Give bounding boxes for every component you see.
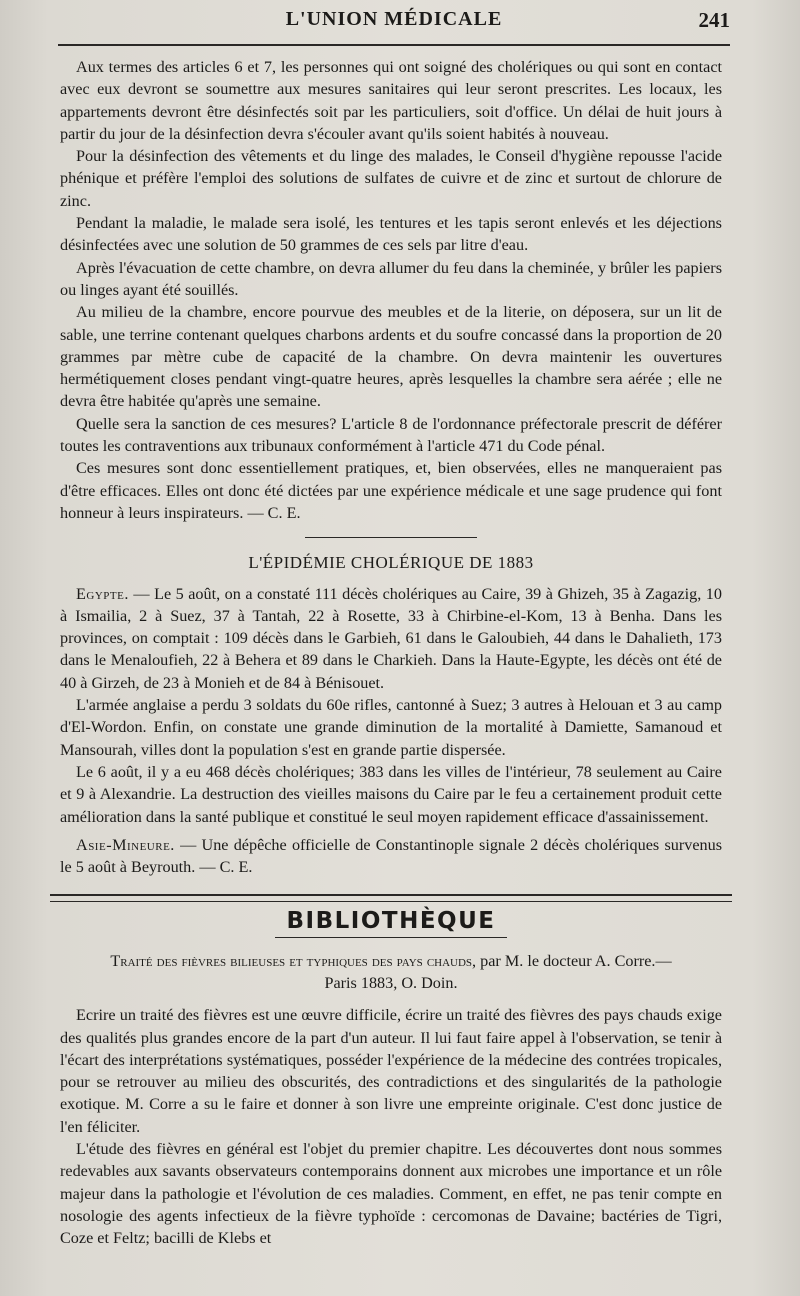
book-title: Traité des fièvres bilieuses et typhiques des pays chauds, xyxy=(110,951,477,970)
article-body xyxy=(60,56,722,1250)
asia-paragraph xyxy=(60,834,722,879)
egypt-paragraph xyxy=(60,583,722,694)
section-separator xyxy=(305,537,477,538)
bibliotheque-title: BIBLIOTHÈQUE xyxy=(286,908,496,935)
paragraph: Quelle sera la sanction de ces mesures? L'article 8 de l'ordonnance préfectorale prescrit de déférer toutes les contraventions aux tribunaux conformément à l'article 471 du Code pénal. xyxy=(60,414,722,456)
review-paragraph: Ecrire un traité des fièvres est une œuvre difficile, écrire un traité des fièvres des pays chauds exige des qualités plus grandes encore de la part d'un auteur. Il lui faut faire appel à l'observation, se tenir à l'écart des interprétations systématiques, posséder l'expérience de la médecine des contrées tropicales, pour se retrouver au milieu des obscurités, des contradictions et des singularités de la pathologie exotique. M. Corre a su le faire et donner à son livre une empreinte originale. C'est donc justice de l'en féliciter. xyxy=(60,1006,722,1136)
egypt-label: Egypte. xyxy=(76,584,129,603)
page-header xyxy=(58,8,730,38)
paragraph: Pour la désinfection des vêtements et du linge des malades, le Conseil d'hygiène repousse l'acide phénique et préfère l'emploi des solutions de sulfates de cuivre et de zinc et surtout de chlorure de zinc. xyxy=(60,147,722,210)
page-number: 241 xyxy=(698,8,730,32)
paragraph: Au milieu de la chambre, encore pourvue des meubles et de la literie, on déposera, sur un lit de sable, une terrine contenant quelques charbons ardents et du soufre concassé dans la proportion de 20 grammes par mètre cube de capacité de la chambre. On devra maintenir les ouvertures hermétiquement closes pendant vingt-quatre heures, après lesquelles la chambre sera aérée ; elle ne devra être habitée qu'après une semaine. xyxy=(60,303,722,411)
army-paragraph: L'armée anglaise a perdu 3 soldats du 60e rifles, cantonné à Suez; 3 autres à Helouan et 3 au camp d'El-Wordon. Enfin, on constate une grande diminution de la mortalité à Damiette, Samanoud et Mansourah, villes dont la population s'est en grande partie dispersée. xyxy=(60,696,722,759)
double-rule xyxy=(50,894,732,902)
book-publisher: Paris 1883, O. Doin. xyxy=(324,973,458,992)
egypt-text: — Le 5 août, on a constaté 111 décès cholériques au Caire, 39 à Ghizeh, 35 à Zagazig, 10 à Ismailia, 2 à Suez, 37 à Tantah, 22 à Rosette, 33 à Chirbine-el-Kom, 13 à Benha. Dans les provinces, on comptait : 109 décès dans le Garbieh, 61 dans le Galoubieh, 44 dans le Dahalieth, 173 dans le Menaloufieh, 22 à Behera et 89 dans le Charkieh. Dans la Haute-Egypte, les décès ont été de 40 à Girzeh, de 23 à Monieh et de 84 à Bénisouet. xyxy=(60,584,722,692)
paragraph: Après l'évacuation de cette chambre, on devra allumer du feu dans la cheminée, y brûler les papiers ou linges ayant été souillés. xyxy=(60,258,722,299)
header-rule xyxy=(58,44,730,46)
paragraph: Pendant la maladie, le malade sera isolé, les tentures et les tapis seront enlevés et les déjections désinfectées avec une solution de 50 grammes de ces sels par litre d'eau. xyxy=(60,214,722,255)
review-paragraph: L'étude des fièvres en général est l'objet du premier chapitre. Les découvertes dont nous sommes redevables aux savants observateurs contemporains donnent aux microbes une importance et un rôle majeur dans la pathologie et l'évolution de ces maladies. Comment, en effet, ne pas tenir compte en nosologie des agents infectieux de la fièvre typhoïde : cercomonas de Davaine; bactéries de Tigri, Coze et Feltz; bacilli de Klebs et xyxy=(60,1140,722,1248)
section-title-prefix: L'ÉPIDÉMIE xyxy=(248,553,347,573)
section-title-year: 1883 xyxy=(497,553,534,573)
running-title: L'UNION MÉDICALE xyxy=(285,8,503,30)
asia-text: — Une dépêche officielle de Constantinople signale 2 décès cholériques survenus le 5 août à Beyrouth. — C. E. xyxy=(60,835,722,877)
section-title-epidemic xyxy=(60,552,722,574)
book-reference xyxy=(60,950,722,995)
bibliotheque-rule xyxy=(275,937,507,938)
book-author: par M. le docteur A. Corre.— xyxy=(476,951,672,970)
asia-label: Asie-Mineure. xyxy=(76,835,175,854)
aug6-paragraph: Le 6 août, il y a eu 468 décès cholériques; 383 dans les villes de l'intérieur, 78 seulement au Caire et 9 à Alexandrie. La destruction des vieilles maisons du Caire par le feu a certainement produit cette amélioration dans la santé publique et constitué le seul moyen rapidement efficace d'assainissement. xyxy=(60,762,722,826)
paragraph: Aux termes des articles 6 et 7, les personnes qui ont soigné des cholériques ou qui sont en contact avec eux devront se soumettre aux mesures sanitaires qui leur seront prescrites. Les locaux, les appartements devront être désinfectés soit par les particuliers, soit d'office. Un délai de huit jours à partir du jour de la désinfection devra s'écouler avant qu'ils soient habités à nouveau. xyxy=(60,58,722,143)
section-title-mid: CHOLÉRIQUE xyxy=(350,553,465,573)
paragraph: Ces mesures sont donc essentiellement pratiques, et, bien observées, elles ne manqueraient pas d'être efficaces. Elles ont donc été dictées par une expérience médicale et une sage prudence qui font honneur à leurs inspirateurs. — C. E. xyxy=(60,459,722,522)
section-title-de: DE xyxy=(469,553,493,573)
